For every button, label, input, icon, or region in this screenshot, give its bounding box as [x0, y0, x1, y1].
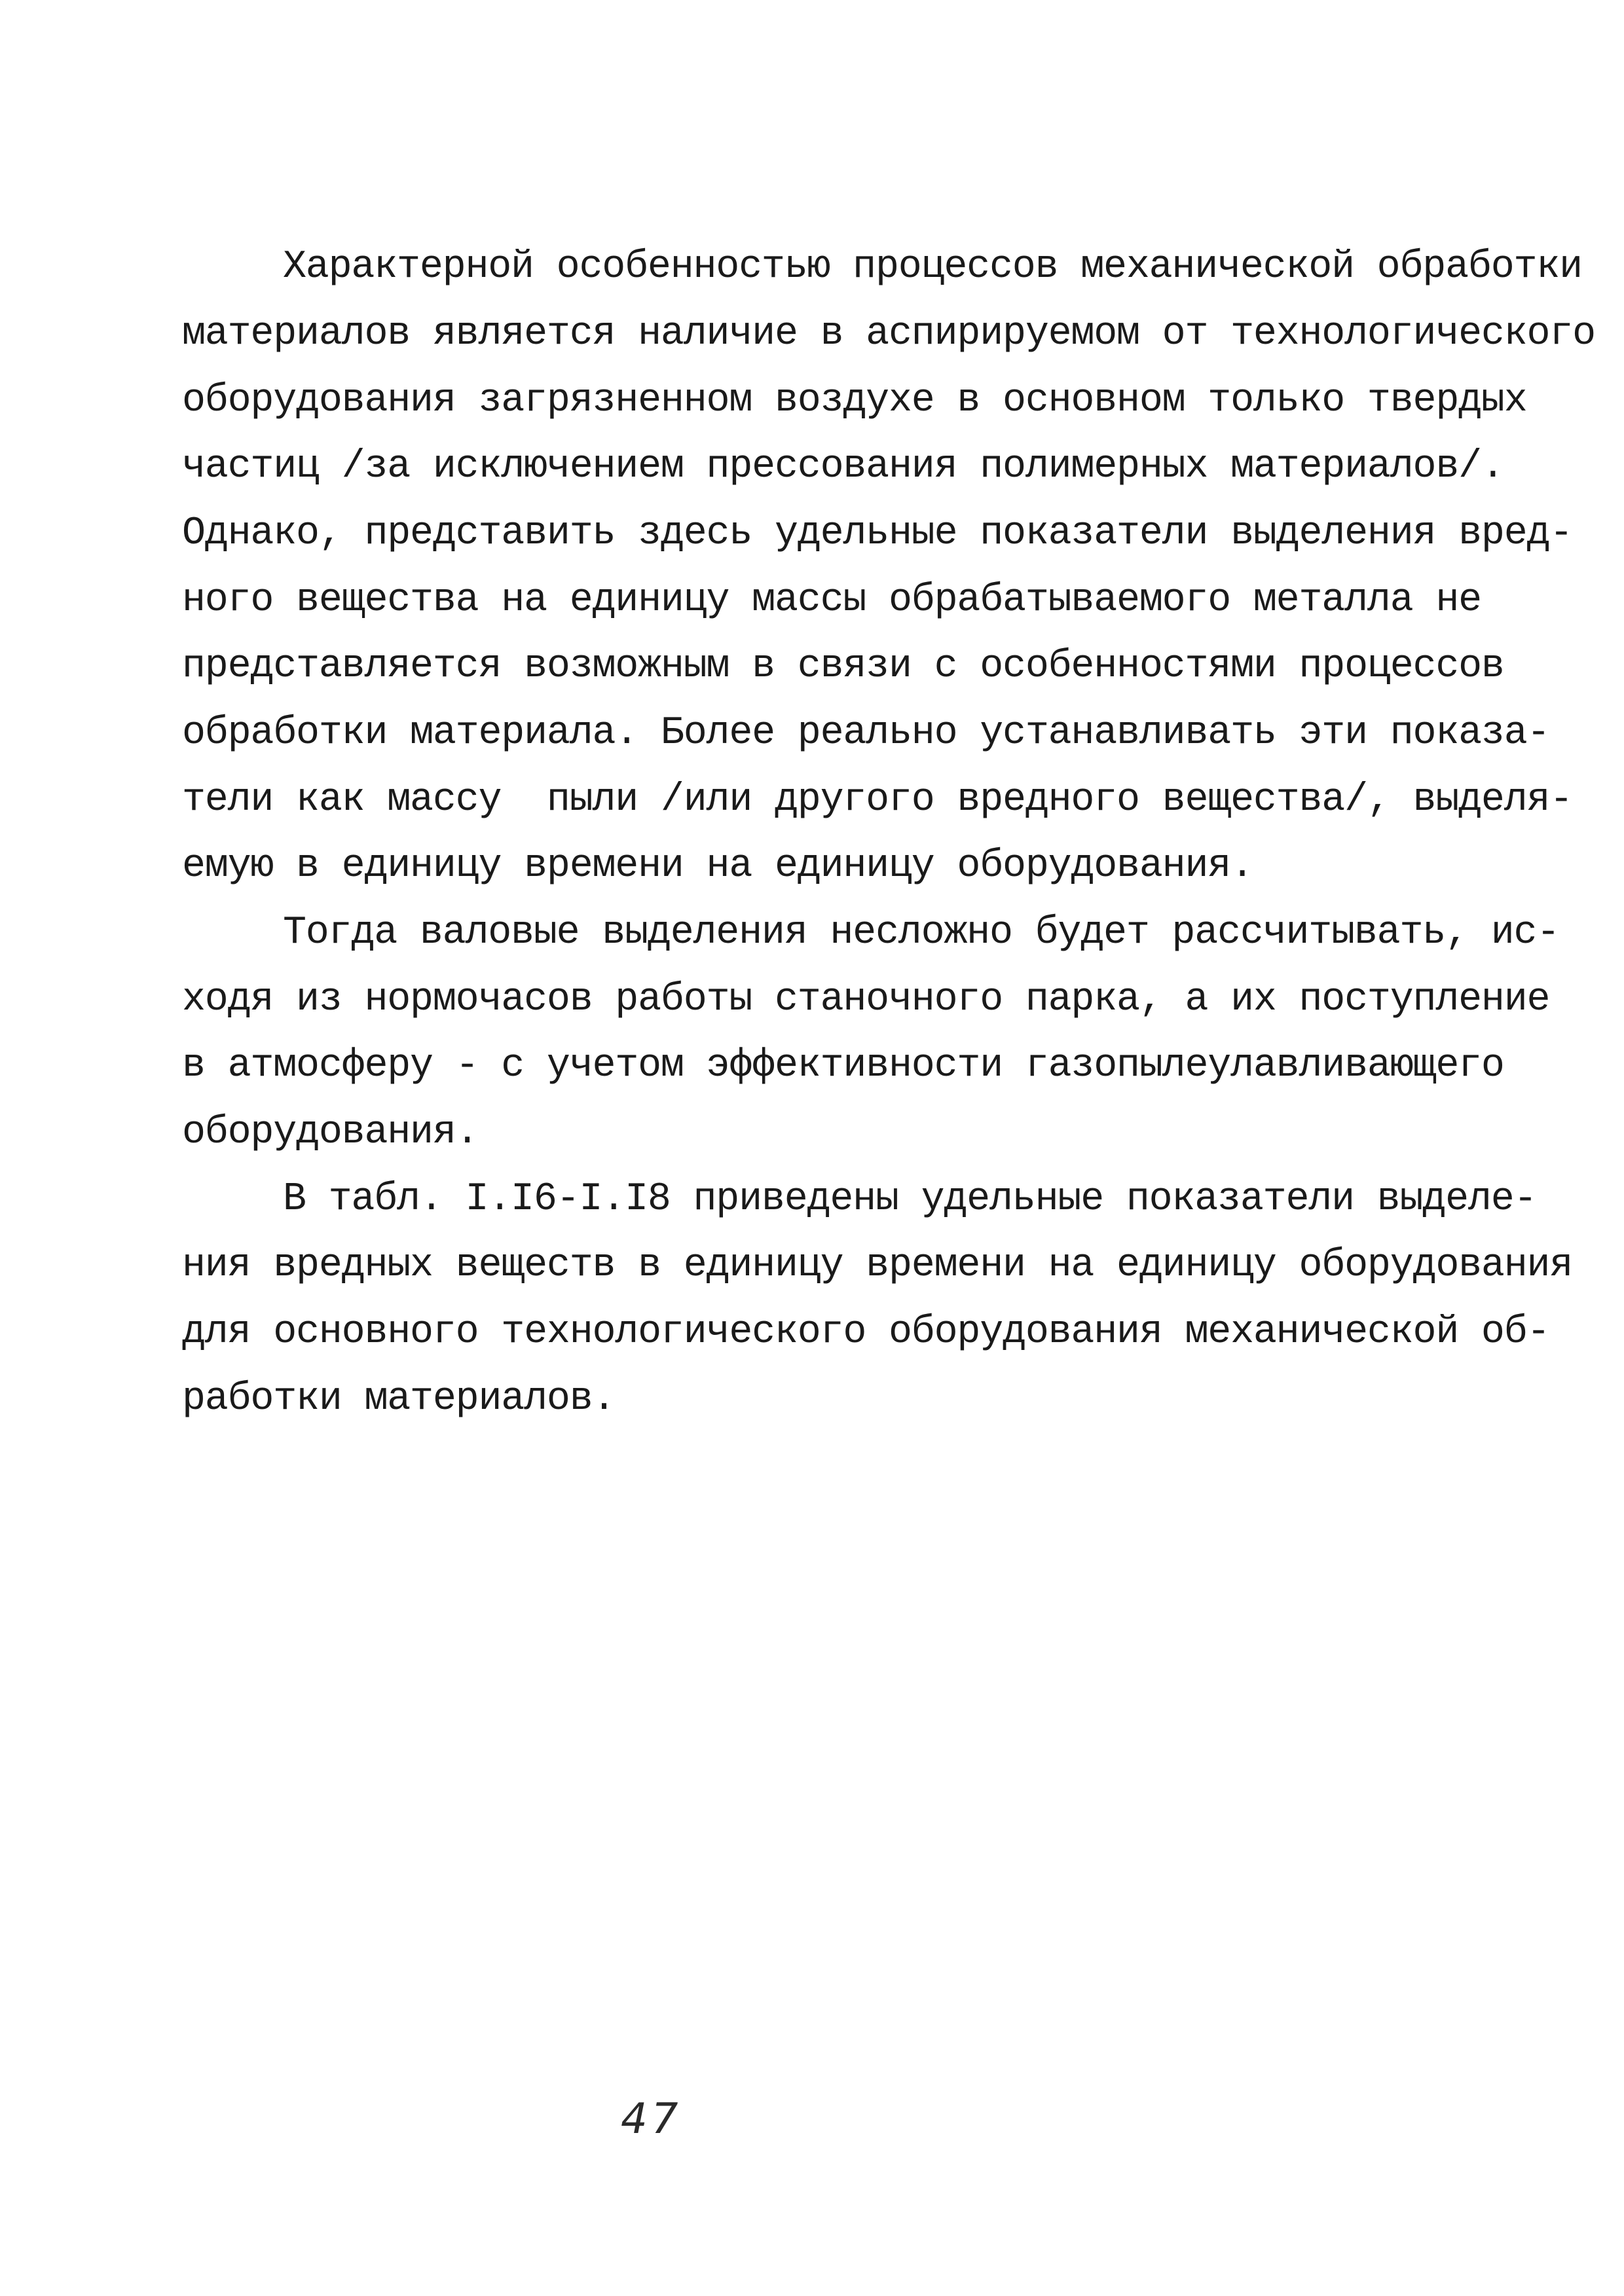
text-line: обработки материала. Более реально устанавливать эти показа-: [182, 711, 1550, 756]
text-line: для основного технологического оборудования механической об-: [182, 1310, 1550, 1355]
text-line: материалов является наличие в аспирируемом от технологического: [182, 312, 1595, 356]
page-number: 47: [621, 2095, 682, 2143]
text-line: тели как массу пыли /или другого вредного вещества/, выделя-: [182, 778, 1573, 822]
text-line: ного вещества на единицу массы обрабатываемого металла не: [182, 578, 1481, 623]
text-line: Тогда валовые выделения несложно будет рассчитывать, ис-: [283, 911, 1560, 955]
text-line: В табл. I.I6-I.I8 приведены удельные показатели выделе-: [283, 1177, 1537, 1222]
text-line: Характерной особенностью процессов механической обработки: [283, 245, 1582, 289]
text-line: Однако, представить здесь удельные показатели выделения вред-: [182, 511, 1573, 556]
text-line: оборудования.: [182, 1110, 479, 1155]
text-line: частиц /за исключением прессования полимерных материалов/.: [182, 445, 1504, 489]
text-line: ния вредных веществ в единицу времени на единицу оборудования: [182, 1243, 1573, 1288]
text-line: оборудования загрязненном воздухе в основном только твердых: [182, 378, 1527, 423]
text-line: ходя из нормочасов работы станочного парка, а их поступление: [182, 977, 1550, 1022]
text-line: в атмосферу - с учетом эффективности газопылеулавливающего: [182, 1044, 1504, 1088]
text-line: емую в единицу времени на единицу оборудования.: [182, 844, 1253, 888]
text-line: работки материалов.: [182, 1377, 616, 1421]
text-line: представляется возможным в связи с особенностями процессов: [182, 644, 1504, 689]
